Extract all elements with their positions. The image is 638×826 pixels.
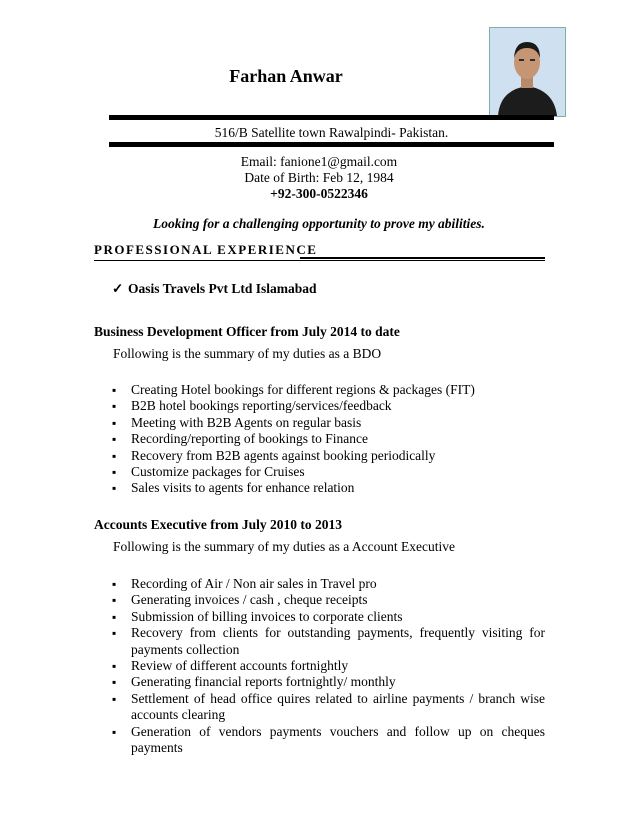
list-item: ▪ Meeting with B2B Agents on regular basis (112, 415, 545, 431)
list-item: ▪ Generating financial reports fortnightly/ monthly (112, 674, 545, 690)
list-item: ▪ Sales visits to agents for enhance relation (112, 480, 545, 496)
list-item: ▪ Generation of vendors payments vouchers and follow up on cheques payments (112, 724, 545, 757)
list-item: ▪ Generating invoices / cash , cheque receipts (112, 592, 545, 608)
phone-line: +92-300-0522346 (270, 186, 368, 201)
dob-line: Date of Birth: Feb 12, 1984 (244, 170, 394, 185)
header-rule-bottom (109, 142, 554, 147)
job-title-bdo: Business Development Officer from July 2014 to date (94, 324, 400, 339)
job-title-accounts: Accounts Executive from July 2010 to 2013 (94, 517, 342, 532)
company-label: Oasis Travels Pvt Ltd Islamabad (128, 281, 317, 296)
objective: Looking for a challenging opportunity to prove my abilities. (153, 216, 485, 231)
list-item: ▪ B2B hotel bookings reporting/services/feedback (112, 398, 545, 414)
company-name (112, 281, 317, 297)
portrait-image (490, 28, 565, 116)
list-item: ▪ Recording of Air / Non air sales in Travel pro (112, 576, 545, 592)
duties-list-accounts (112, 576, 545, 756)
list-item: ▪ Creating Hotel bookings for different regions & packages (FIT) (112, 382, 545, 398)
list-item: ▪ Recording/reporting of bookings to Finance (112, 431, 545, 447)
section-rule (300, 257, 545, 259)
checkmark-icon: ✓ (112, 281, 124, 296)
duties-list-bdo (112, 382, 545, 497)
list-item: ▪ Settlement of head office quires related to airline payments / branch wise accounts clearing (112, 691, 545, 724)
profile-photo (489, 27, 566, 117)
email-line: Email: fanione1@gmail.com (240, 154, 398, 169)
list-item: ▪ Customize packages for Cruises (112, 464, 545, 480)
job-summary-bdo: Following is the summary of my duties as a BDO (113, 346, 382, 361)
list-item: ▪ Recovery from clients for outstanding payments, frequently visiting for payments collection (112, 625, 545, 658)
list-item: ▪ Review of different accounts fortnightly (112, 658, 545, 674)
list-item: ▪ Recovery from B2B agents against booking periodically (112, 448, 545, 464)
list-item: ▪ Submission of billing invoices to corporate clients (112, 609, 545, 625)
section-underline (94, 260, 545, 261)
candidate-name: Farhan Anwar (229, 66, 343, 86)
section-heading: PROFESSIONAL EXPERIENCE (94, 242, 318, 257)
address: 516/B Satellite town Rawalpindi- Pakistan. (214, 125, 449, 140)
header-rule-top (109, 115, 554, 120)
job-summary-accounts: Following is the summary of my duties as a Account Executive (113, 539, 455, 554)
